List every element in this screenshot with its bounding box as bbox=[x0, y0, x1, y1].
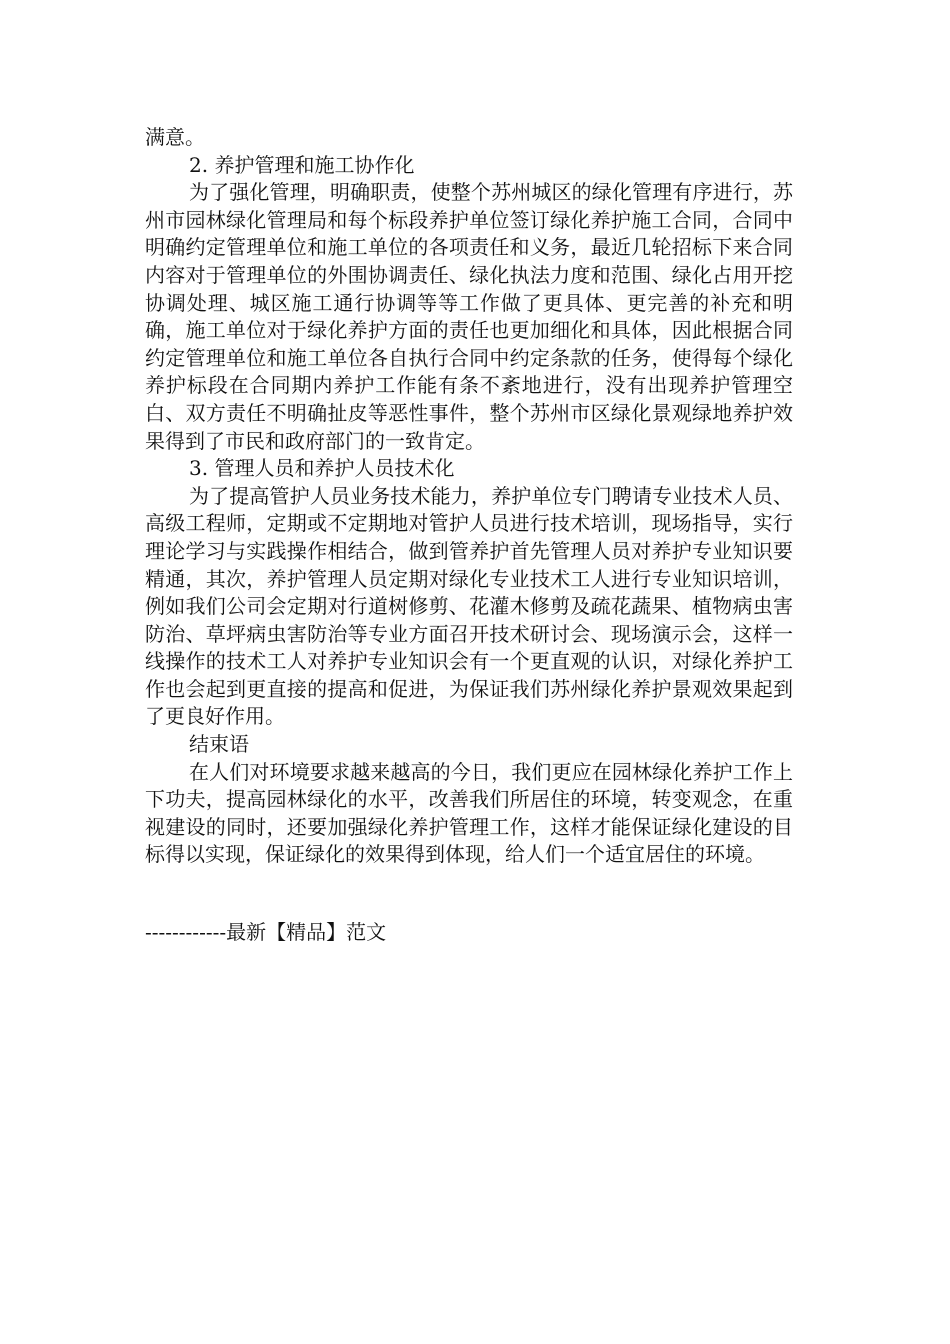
paragraph-staff-technical: 为了提高管护人员业务技术能力，养护单位专门聘请专业技术人员、高级工程师，定期或不定期地对管护人员进行技术培训，现场指导，实行理论学习与实践操作相结合，做到管养护首先管理人员对养护专业知识要精通，其次，养护管理人员定期对绿化专业技术工人进行专业知识培训，例如我们公司会定期对行道树修剪、花灌木修剪及疏花蔬果、植物病虫害防治、草坪病虫害防治等专业方面召开技术研讨会、现场演示会，这样一线操作的技术工人对养护专业知识会有一个更直观的认识，对绿化养护工作也会起到更直接的提高和促进，为保证我们苏州绿化养护景观效果起到了更良好作用。 bbox=[145, 483, 793, 729]
section-heading-maintenance-cooperation: 2. 养护管理和施工协作化 bbox=[189, 152, 415, 177]
paragraph-conclusion: 在人们对环境要求越来越高的今日，我们更应在园林绿化养护工作上下功夫，提高园林绿化的水平，改善我们所居住的环境，转变观念，在重视建设的同时，还要加强绿化养护管理工作，这样才能保证绿化建设的目标得以实现，保证绿化的效果得到体现，给人们一个适宜居住的环境。 bbox=[145, 759, 793, 867]
document-body bbox=[145, 124, 793, 869]
document-footer: ------------最新【精品】范文 bbox=[145, 920, 387, 944]
section-heading-conclusion: 结束语 bbox=[189, 732, 249, 757]
paragraph-continuation: 满意。 bbox=[145, 125, 205, 149]
paragraph-maintenance-cooperation: 为了强化管理，明确职责，使整个苏州城区的绿化管理有序进行，苏州市园林绿化管理局和每个标段养护单位签订绿化养护施工合同，合同中明确约定管理单位和施工单位的各项责任和义务，最近几轮招标下来合同内容对于管理单位的外围协调责任、绿化执法力度和范围、绿化占用开挖协调处理、城区施工通行协调等等工作做了更具体、更完善的补充和明确，施工单位对于绿化养护方面的责任也更加细化和具体，因此根据合同约定管理单位和施工单位各自执行合同中约定条款的任务，使得每个绿化养护标段在合同期内养护工作能有条不紊地进行，没有出现养护管理空白、双方责任不明确扯皮等恶性事件，整个苏州市区绿化景观绿地养护效果得到了市民和政府部门的一致肯定。 bbox=[145, 180, 793, 453]
section-heading-staff-technical: 3. 管理人员和养护人员技术化 bbox=[189, 456, 455, 481]
